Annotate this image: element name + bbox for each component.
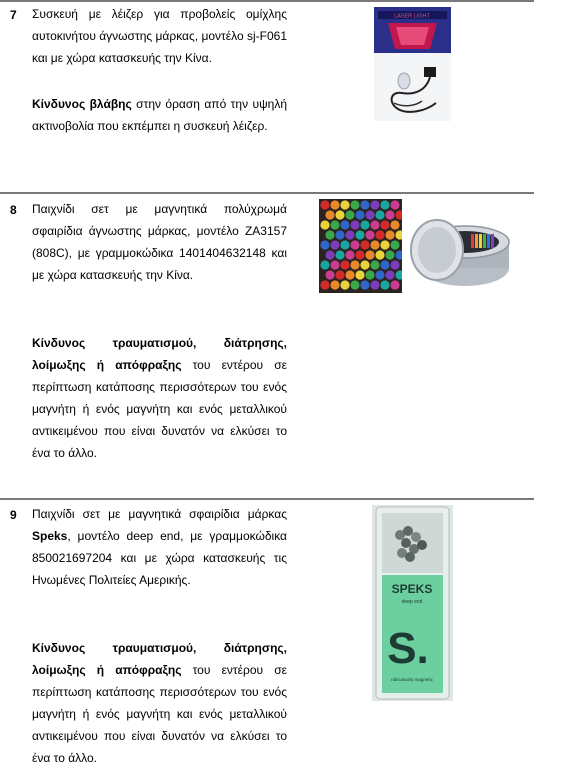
magnetic-ball [335, 210, 344, 219]
magnetic-ball [365, 230, 374, 239]
row-divider [0, 0, 534, 2]
magnetic-ball [320, 260, 329, 269]
speks-subtitle-text: deep end [401, 599, 423, 605]
magnetic-ball [375, 250, 384, 259]
speks-tagline: ridiculously magnetic [391, 677, 433, 682]
magnetic-ball [325, 270, 334, 279]
magnetic-ball [390, 280, 399, 289]
magnetic-ball [370, 240, 379, 249]
magnetic-ball [355, 250, 364, 259]
magnetic-ball [395, 250, 402, 259]
risk-label: Κίνδυνος βλάβης [32, 97, 132, 111]
magnetic-ball [385, 210, 394, 219]
magnetic-ball [370, 260, 379, 269]
description-part: Παιχνίδι σετ με μαγνητικά σφαιρίδια μάρκας [32, 507, 287, 521]
magnetic-ball [370, 220, 379, 229]
magnetic-ball [360, 220, 369, 229]
magnetic-ball [345, 210, 354, 219]
magnetic-ball [390, 200, 399, 209]
magnetic-tin-photo [407, 212, 513, 290]
magnetic-ball [365, 270, 374, 279]
product-description [32, 503, 287, 591]
magnetic-ball [370, 200, 379, 209]
magnetic-ball [330, 220, 339, 229]
magnetic-ball [395, 230, 402, 239]
magnetic-ball [355, 210, 364, 219]
magnetic-ball [320, 220, 329, 229]
magnetic-ball [360, 200, 369, 209]
magnetic-ball [335, 270, 344, 279]
row-number: 7 [10, 8, 17, 22]
risk-statement [32, 332, 287, 464]
magnetic-ball [350, 200, 359, 209]
magnetic-ball [330, 200, 339, 209]
laser-device-photo [374, 7, 451, 121]
risk-text: του εντέρου σε περίπτωση κατάποσης περισσότερων του ενός μαγνήτη ή ενός μαγνήτη και ενός μεταλλικού αντικειμένου που είναι δυνατόν να ελκύσει το ένα το άλλο. [32, 663, 287, 765]
magnetic-ball [395, 210, 402, 219]
row-number: 8 [10, 203, 17, 217]
magnetic-ball [380, 280, 389, 289]
magnetic-ball [350, 260, 359, 269]
magnetic-ball [385, 230, 394, 239]
risk-text: στην όραση από την υψηλή ακτινοβολία που εκπέμπει η συσκευή λέιζερ. [32, 97, 287, 133]
magnetic-ball [325, 210, 334, 219]
magnetic-ball [365, 250, 374, 259]
speks-letter: S. [387, 624, 429, 673]
magnetic-ball [380, 260, 389, 269]
magnetic-ball [345, 230, 354, 239]
magnetic-ball [385, 270, 394, 279]
magnetic-ball [340, 220, 349, 229]
speks-brand-text: SPEKS [391, 582, 433, 596]
magnetic-ball [375, 210, 384, 219]
magnetic-ball [390, 220, 399, 229]
magnetic-ball [365, 210, 374, 219]
magnetic-ball [375, 230, 384, 239]
magnetic-ball [380, 220, 389, 229]
magnetic-ball [350, 220, 359, 229]
product-description: Συσκευή με λέιζερ για προβολείς ομίχλης αυτοκινήτου άγνωστης μάρκας, μοντέλο sj-F061 και με χώρα κατασκευής την Κίνα. [32, 7, 287, 65]
brand-name: Speks [32, 529, 68, 543]
magnetic-ball [325, 230, 334, 239]
magnetic-ball [360, 240, 369, 249]
row-number: 9 [10, 508, 17, 522]
row-divider [0, 498, 534, 500]
magnetic-ball [395, 270, 402, 279]
magnetic-balls-photo [319, 199, 402, 293]
magnetic-ball [345, 270, 354, 279]
magnetic-ball [340, 200, 349, 209]
laser-box-label: LASER LIGHT [394, 13, 430, 20]
product-description: Παιχνίδι σετ με μαγνητικά πολύχρωμά σφαιρίδια άγνωστης μάρκας, μοντέλο ZA3157 (808C), με γραμμοκώδικα 1401404632148 και με χώρα κατασκευής την Κίνα. [32, 202, 287, 282]
magnetic-ball [330, 280, 339, 289]
magnetic-ball [380, 200, 389, 209]
magnetic-ball [340, 260, 349, 269]
magnetic-ball [340, 280, 349, 289]
magnetic-ball [340, 240, 349, 249]
magnetic-ball [335, 230, 344, 239]
risk-statement [32, 637, 287, 769]
description-part: , μοντέλο deep end, με γραμμοκώδικα 850021697204 και με χώρα κατασκευής τις Ηνωμένες Πολιτείες Αμερικής. [32, 529, 287, 587]
magnetic-ball [345, 250, 354, 259]
magnetic-ball [320, 240, 329, 249]
magnetic-ball [355, 230, 364, 239]
risk-text: του εντέρου σε περίπτωση κατάποσης περισσότερων του ενός μαγνήτη ή ενός μαγνήτη και ενός μεταλλικού αντικειμένου που είναι δυνατόν να ελκύσει το ένα το άλλο. [32, 358, 287, 460]
magnetic-ball [320, 280, 329, 289]
magnetic-ball [330, 240, 339, 249]
magnetic-ball [390, 240, 399, 249]
magnetic-ball [355, 270, 364, 279]
magnetic-ball [385, 250, 394, 259]
risk-statement [32, 93, 287, 137]
magnetic-ball [370, 280, 379, 289]
magnetic-ball [335, 250, 344, 259]
magnetic-ball [380, 240, 389, 249]
magnetic-ball [325, 250, 334, 259]
magnetic-ball [350, 240, 359, 249]
magnetic-ball [320, 200, 329, 209]
magnetic-ball [390, 260, 399, 269]
magnetic-ball [375, 270, 384, 279]
magnetic-ball [330, 260, 339, 269]
magnetic-ball [360, 280, 369, 289]
speks-package-photo [372, 505, 453, 701]
risk-label: Κίνδυνος τραυματισμού, διάτρησης, λοίμωξης ή απόφραξης [32, 336, 287, 372]
magnetic-ball [350, 280, 359, 289]
row-divider [0, 192, 534, 194]
magnetic-ball [360, 260, 369, 269]
risk-label: Κίνδυνος τραυματισμού, διάτρησης, λοίμωξης ή απόφραξης [32, 641, 287, 677]
